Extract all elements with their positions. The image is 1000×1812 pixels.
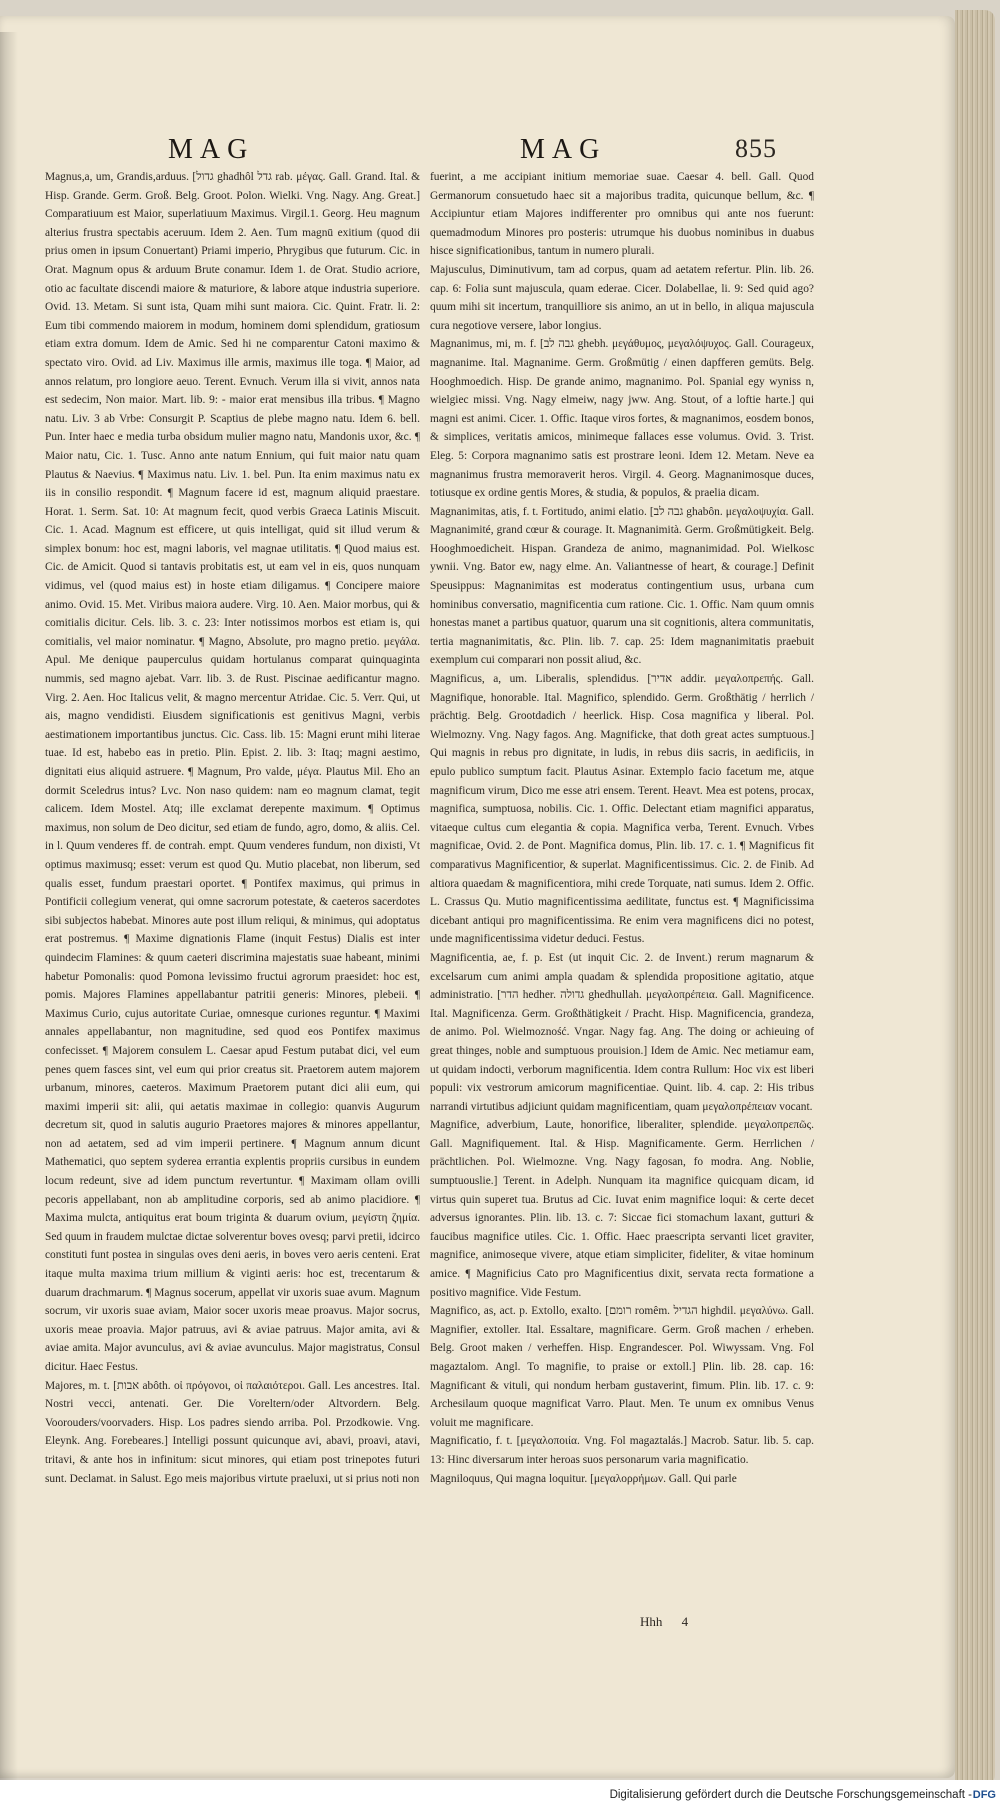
entry-magnus: Magnus,a, um, Grandis,arduus. [גדול ghadhôl גדל rab. μέγας. Gall. Grand. Ital. & Hisp. Grande. Germ. Groß. Belg. Groot. Polon. Wielki. Vng. Nagy. Ang. Great.] Comparatiuum est Maior, superlatiuum Maximus. Virgil.1. Georg. Heu magnum alterius frustra spectabis aceruum. Idem 2. Aen. Tum magnū exitium (quod dii prius omen in ipsum Conuertant) Priami imperio, Phrygibus que futurum. Cic. in Orat. Magnum opus & arduum Brute conamur. Idem 1. de Orat. Studio acriore, otio ac facultate discendi maiore & maturiore, & labore atque industria superiore. Ovid. 13. Metam. Si sunt ista, Quam mihi sunt maiora. Cic. Quint. Fratr. li. 2: Eum tibi commendo maiorem in modum, hominem domi splendidum, gratiosum etiam extra domum. Idem de Amic. Sed hi ne comparentur Catoni maximo & spectato viro. Ovid. ad Liv. Maximus ille armis, maximus ille toga. ¶ Maior, ad annos relatum, pro longiore aeuo. Terent. Evnuch. Verum illa si vivit, annos nata est sedecim, Non maior. Mart. lib. 9: - maior erat mensibus illa tribus. ¶ Magno natu. Liv. 3 ab Vrbe: Consurgit P. Scaptius de plebe magno natu. Idem 6. bell. Pun. Inter haec e media turba obsidum mulier magno natu, Mandonis uxor, &c. ¶ Maior natu, Cic. 1. Tusc. Anno ante natum Ennium, qui fuit maior natu quam Plautus & Naevius. ¶ Maximus natu. Liv. 1. bel. Pun. Ita enim maximus natu ex iis in consilio respondit. ¶ Magnum facere id est, magnum aliquid praestare. Horat. 1. Serm. Sat. 10: At magnum fecit, quod verbis Graeca Latinis Miscuit. Cic. 1. Acad. Magnum est efficere, ut quis intelligat, quid sit illud verum & simplex bonum: hoc est, magni laboris, vel magnae utilitatis. ¶ Quod maius est. Cic. de Amicit. Quod si tantavis probitatis est, ut eam vel in eis, quos nunquam vidimus, vel (quod maius est) in hoste etiam diligamus. ¶ Concipere maiore animo. Ovid. 15. Met. Viribus maiora audere. Virg. 10. Aen. Maior morbus, qui & comitialis dicitur. Cels. lib. 3. c. 23: Inter notissimos morbos est etiam is, qui comitialis, vel maior nominatur. ¶ Magno, Absolute, pro magno pretio. μεγάλα. Apul. Me denique pauperculus quidam hortulanus comparat quinquaginta nummis, sed magno ajebat. Varr. lib. 3. de Rust. Piscinae aedificantur magno. Virg. 2. Aen. Hoc Italicus velit, & magno mercentur Atridae. Cic. 5. Verr. Qui, ut ais, magno vendidisti. Eiusdem significationis est genitivus Magni, verbis aestimationem importantibus junctus. Cic. Cass. lib. 15: Magni erunt mihi literae tuae. Id est, habebo eas in pretio. Plin. Epist. 2. lib. 3: Itaq; magni aestimo, dignitati eius aliquid astruere. ¶ Magnum, Pro valde, μέγα. Plautus Mil. Eho an dormit Sceledrus intus? Lvc. Non naso quidem: nam eo magnum clamat, tegit calicem. Idem Mostel. Atq; ille exclamat derepente maximum. ¶ Optimus maximus, non solum de Deo dicitur, sed etiam de fundo, agro, domo, & aliis. Cel. in l. Quum venderes ff. de contrah. empt. Quum venderes fundum, non dixisti, Vt optimus maximusq; esset: verum est quod Qu. Mutio placebat, non liberum, sed qualis esset, fundum praestari oportet. ¶ Pontifex maximus, qui primus in Pontificii collegium venerat, qui omne sacrorum potestate, & caeteros sacerdotes sibi subjectos habebat. Minores aute post illum reliqui, & minimus, qui adoptatus erat postremus. ¶ Maxime dignationis Flame (inquit Festus) Dialis est inter quindecim Flamines: & quum caeteri discrimina majestatis suae habeant, minimi habetur Pomonalis: quod Pomona levissimo fructui agrorum praesidet: hoc est, pomis. Majores Flamines appellabantur patritii generis: Minores, plebeii. ¶ Maximus Curio, cujus autoritate Curiae, omnesque curiones reguntur. ¶ Maximi annales appellabantur, non magnitudine, sed quod eos Pontifex maximus confecisset. ¶ Majorem consulem L. Caesar apud Festum putabat dici, vel eum penes quem fasces sint, vel eum qui prior creatus sit. Praetorem autem majorem urbanum, minores, caeteros. Maximum Praetorem putant dici alii eum, qui maximi imperii sit: alii, qui aetatis maximae in collegio: quanvis Augurum decretum sit, quod in salutis augurio Praetores majores & minores appellantur, non ad aetatem, sed ad vim imperii pertinere. ¶ Magnum annum dicunt Mathematici, quo septem syderea errantia explentis propriis cursibus in eundem locum redeunt, sive ad idem punctum revertuntur. ¶ Maximam ollam ovilli pecoris appellabant, non ab amplitudine corporis, sed ab animo placidiore. ¶ Maxima mulcta, antiquitus erat boum triginta & duarum ovium, μεγίστη ζημία. Sed quum in fraudem mulctae dictae solverentur boves ovesq; parvi pretii, idcirco constituti funt postea in singulas oves deni aeris, in boves vero aeris centeni. Erat itaque multa maxima trium millium & viginti aeris: hoc est, trecentarum & duarum drachmarum. ¶ Magnus socerum, appellat vir uxoris suae avum. Magnum socrum, vir uxoris suae aviam, Maior socer uxoris meae proavus. Major socrus, uxoris meae proavia. Major patruus, avi & aviae patruus. Major amita, avi & aviae amita. Major avunculus, avi & aviae avunculus. Major magistratus, Consul dicitur. Haec Festus.: [45, 171, 420, 1373]
entry-majusculus: Majusculus, Diminutivum, tam ad corpus, quam ad aetatem refertur. Plin. lib. 26. cap. 6: Folia sunt majuscula, quam ederae. Cicer. Dolabellae, li. 9: Sed quid ago? quum mihi sit incertum, tranquilliore sis animo, an ut in bello, in aliqua majuscula cura negotiove versere, labor longius.: [430, 263, 814, 332]
right-column: [430, 168, 814, 1608]
entry-magnifico: Magnifico, as, act. p. Extollo, exalto. [רומם romêm. הגדיל highdil. μεγαλύνω. Gall. Magnifier, extoller. Ital. Essaltare, magnificare. Germ. Groß machen / erheben. Belg. Groot maken / verheffen. Hisp. Engrandescer. Pol. Wiwyssam. Vng. Fol magaztalom. Angl. To magnifie, to praise or extoll.] Plin. lib. 28. cap. 16: Magnificant & vituli, qui nondum herbam gustaverint, fimum. Plin. lib. 17. c. 9: Archesilaum quoque magnificat Varro. Plaut. Men. Te unum ex omnibus Venus voluit me magnificare.: [430, 1305, 814, 1429]
signature-mark: Hhh: [640, 1614, 663, 1629]
book-page: [0, 16, 955, 1778]
header-left-word: MAG: [168, 134, 255, 165]
left-column: [45, 168, 420, 1638]
signature-number: 4: [681, 1614, 689, 1629]
entry-magnifice: Magnifice, adverbium, Laute, honorifice, liberaliter, splendide. μεγαλοπρεπῶς. Gall. Magnifiquement. Ital. & Hisp. Magnificamente. Germ. Herrlichen / prächtlichen. Pol. Wielmozne. Vng. Nagy fagosan, fo modra. Ang. Noblie, sumptuouslie.] Terent. in Adelph. Nunquam ita magnifice quicquam dicam, id virtus quin superet tua. Brutus ad Cic. Iuvat enim magnifice loqui: & certe decet adversus ignorantes. Plin. lib. 13. c. 7: Siccae fici stomachum laxant, gutturi & faucibus magnifice utiles. Cic. 1. Offic. Haec praescripta servanti licet graviter, magnifice, animoseque vivere, atque etiam simpliciter, fideliter, & vitae hominum amice. ¶ Magnificius Cato pro Magnificentius dixit, servata recta formatione a positivo magnifice. Vide Festum.: [430, 1119, 814, 1299]
entry-magnificatio: Magnificatio, f. t. [μεγαλοποιία. Vng. Fol magaztalás.] Macrob. Satur. lib. 5. cap. 13: Hinc diversarum inter heroas suos personarum varia magnificatio.: [430, 1435, 814, 1466]
page-foot: [640, 1614, 688, 1630]
entry-magnificentia: Magnificentia, ae, f. p. Est (ut inquit Cic. 2. de Invent.) rerum magnarum & excelsarum cum animi ampla quadam & splendida propositione agitatio, atque administratio. [הדר hedher. גדולה ghedhullah. μεγαλοπρέπεια. Gall. Magnificence. Ital. Magnificenza. Germ. Großthätigkeit / Pracht. Hisp. Magnificencia, grandeza, de animo. Pol. Wielmozność. Vngar. Nagy fag. Ang. The doing or achieuing of great thinges, noble and sumptuous prouision.] Idem de Amic. Nec metiamur eam, ut quidam indocti, verborum magnificentia. Idem contra Rullum: Hoc vix est liberi populi: vix vestrorum amicorum magnificentiae. Quint. lib. 4. cap. 2: His tribus narrandi virtutibus adjiciunt quidam magnificentiam, quam μεγαλοπρέπειαν vocant.: [430, 951, 814, 1113]
dfg-logo: DFG: [972, 1789, 996, 1801]
entry-magnanimus: Magnanimus, mi, m. f. [גבה לב ghebh. μεγάθυμος, μεγαλόψυχος. Gall. Courageux, magnanime. Ital. Magnanime. Germ. Großmütig / einen dapfferen gemüts. Belg. Hooghmoedich. Hisp. De grande animo, magnanimo. Pol. Spanial egy wyniss n, wielgiec missi. Vng. Nagy elmeiw, nagy jww. Ang. Stout, of a loftie harte.] qui magni est animi. Cicer. 1. Offic. Itaque viros fortes, & magnanimos, eosdem bonos, & simplices, veritatis amicos, minimeque fallaces esse volumus. Ovid. 3. Trist. Eleg. 5: Corpora magnanimo satis est prostrare leoni. Idem 12. Metam. Neve ea magnanimus frustra memoraverit heros. Virgil. 4. Georg. Magnanimosque duces, totiusque ex ordine gentis Mores, & studia, & populos, & praelia dicam.: [430, 338, 814, 500]
gutter-shadow: [0, 32, 18, 1794]
entry-majores: Majores, m. t. [אבות abôth. οἱ πρόγονοι, οἱ παλαιότεροι. Gall. Les ancestres. Ital. Nostri vecci, antenati. Ger. Die Voreltern/oder Altvordern. Belg. Voorouders/voorvaders. Hisp. Los padres siendo arriba. Pol. Przodkowie. Vng. Eleynk. Ang. Forebeares.] Intelligi possunt quicunque avi, abavi, proavi, atavi, tritavi, & ante hos in infinitum: sicut minores, qui etiam post trinepotes futuri sunt. Declamat. in Salust. Ego meis majoribus virtute praeluxi, ut si prius noti non: [45, 1379, 420, 1485]
entry-majores-cont: fuerint, a me accipiant initium memoriae suae. Caesar 4. bell. Gall. Quod Germanorum consuetudo haec sit a majoribus tradita, quicunque bellum, &c. ¶ Accipiuntur etiam Majores indifferenter pro omnibus qui ante nos fuerunt: quemadmodum Minores pro posteris: utrumque his duobus nominibus in duabus hisce significationibus, tantum in numero plurali.: [430, 171, 814, 258]
entry-magnanimitas: Magnanimitas, atis, f. t. Fortitudo, animi elatio. [גבה לב ghabôn. μεγαλοψυχία. Gall. Magnanimité, grand cœur & courage. It. Magnanimità. Germ. Großmütigkeit. Belg. Hooghmoedicheit. Hispan. Grandeza de animo, magnanimidad. Pol. Wielkosc ywnii. Vng. Bator ew, nagy elme. An. Valiantnesse of heart, & courage.] Definit Speusippus: Magnanimitas est moderatus contingentium usus, urbana cum hominibus conversatio, magnificentia cum ratione. Cic. 1. Offic. Nam quum omnis honestas manet a partibus quatuor, quarum una sit cognitionis, altera communitatis, tertia magnanimitatis, &c. Plin. lib. 7. cap. 25: Idem magnanimitatis praebuit exemplum cui comparari non possit aliud, &c.: [430, 505, 814, 667]
page-number: 855: [735, 134, 777, 163]
page-edges: [955, 10, 995, 1785]
entry-magniloquus: Magniloquus, Qui magna loquitur. [μεγαλορρήμων. Gall. Qui parle: [430, 1472, 737, 1485]
entry-magnificus: Magnificus, a, um. Liberalis, splendidus. [אדיר addir. μεγαλοπρεπής. Gall. Magnifique, honorable. Ital. Magnifico, splendido. Germ. Großthätig / herrlich / prächtig. Belg. Grootdadich / heerlick. Hisp. Cosa magnifica y liberal. Pol. Wielmozny. Vng. Nagy fagos. Ang. Magnificke, that doth great actes sumptuous.] Qui magnis in rebus pro dignitate, in ludis, in rebus diis sacris, in aedificiis, in epulo publico sumptum facit. Plautus Asinar. Extemplo facio facetum me, atque magnificum virum, Dico me esse atri ensem. Terent. Heavt. Mea est potens, procax, magnifica, sumptuosa, nobilis. Cic. 1. Offic. Delectant etiam magnifici apparatus, vitaeque cultus cum elegantia & copia. Magnifica verba, Terent. Evnuch. Vrbes magnificae, Ovid. 2. de Pont. Magnifica domus, Plin. lib. 17. c. 1. ¶ Magnificus fit comparativus Magnificentior, & superlat. Magnificentissimus. Cic. 2. de Finib. Ad altiora quaedam & magnificentiora, mihi crede Torquate, nati sumus. Idem 2. Offic. L. Crassus Qu. Mutio magnificentissima aedilitate, functus est. ¶ Magnificissima dicebant antiqui pro magnificentissima. Re enim vera magnificens dici no potest, unde magnificentissima videtur deduci. Festus.: [430, 673, 814, 946]
digitization-footer: [0, 1780, 1000, 1812]
header-right-word: MAG: [520, 134, 607, 165]
funding-notice: Digitalisierung gefördert durch die Deutsche Forschungsgemeinschaft -: [609, 1789, 972, 1801]
